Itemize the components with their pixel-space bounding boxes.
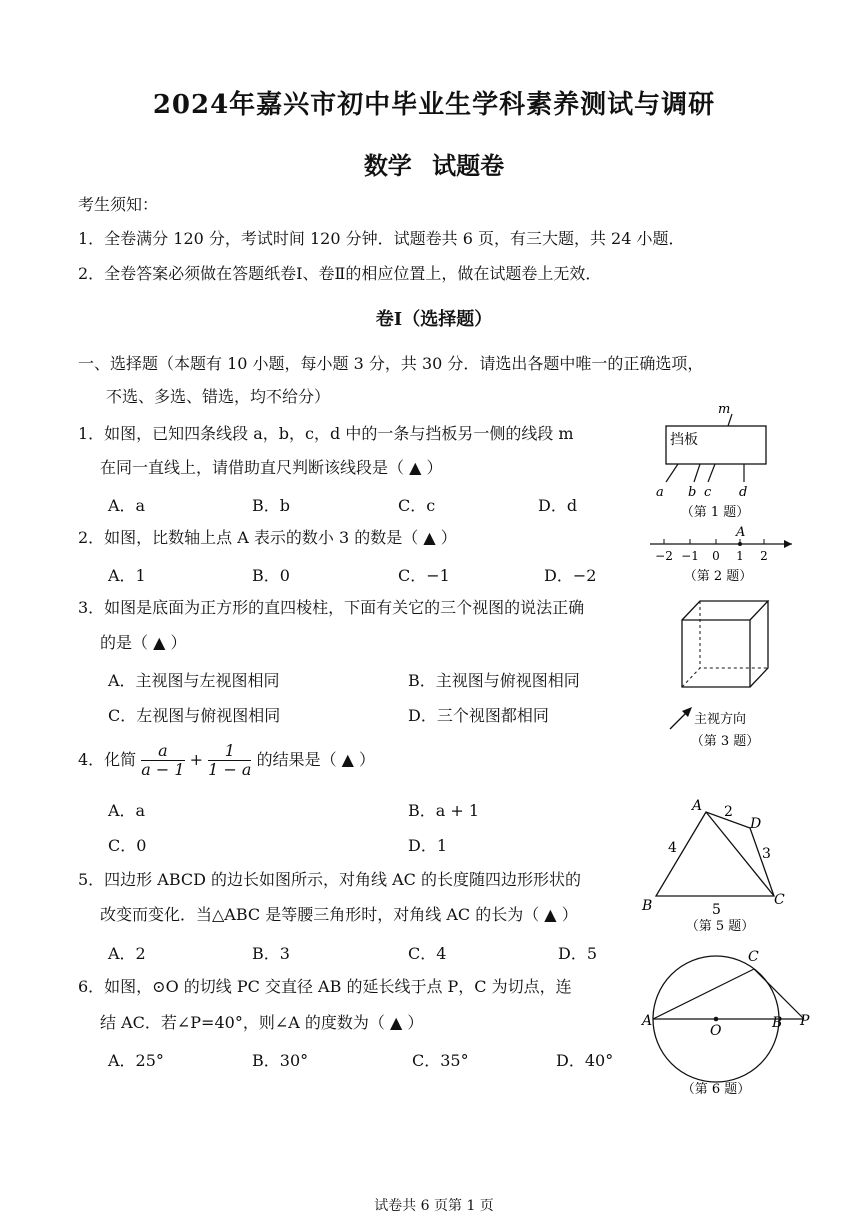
figure-6 — [640, 945, 820, 1100]
segment-b — [694, 464, 700, 482]
figure-6-caption: （第 6 题） — [681, 1082, 751, 1097]
q6-option-a: A．25° — [108, 1051, 164, 1070]
q5-option-a: A．2 — [108, 944, 146, 963]
q6-option-b: B．30° — [252, 1051, 309, 1070]
q4-line — [78, 740, 375, 780]
q4-prefix: 4．化简 — [78, 750, 137, 769]
q4-fraction-2 — [208, 742, 251, 779]
q4-fraction-1 — [141, 742, 184, 779]
q1-option-c: C．c — [398, 496, 436, 515]
tick-1: 1 — [736, 549, 744, 563]
q5-option-d: D．5 — [558, 944, 598, 963]
chord-ac — [653, 969, 754, 1019]
figure-5-caption: （第 5 题） — [685, 919, 755, 934]
length-bc: 5 — [712, 902, 721, 918]
vertex-a: A — [692, 798, 703, 814]
q6-option-d: D．40° — [556, 1051, 614, 1070]
point-b: B — [772, 1015, 783, 1031]
section-heading: 卷Ⅰ（选择题） — [375, 309, 493, 330]
segment-c — [708, 464, 715, 482]
q4-option-d: D．1 — [408, 836, 448, 855]
label-a: a — [656, 485, 664, 500]
notice-1: 1．全卷满分 120 分，考试时间 120 分钟．试题卷共 6 页，有三大题，共 24 小题． — [78, 229, 685, 248]
q1-line-1: 1．如图，已知四条线段 a，b，c，d 中的一条与挡板另一侧的线段 m — [78, 424, 574, 443]
tick-2: 2 — [760, 549, 768, 563]
point-p: P — [800, 1013, 810, 1029]
vertex-d: D — [750, 816, 762, 832]
figure-5 — [640, 792, 800, 937]
part-intro-1: 一、选择题（本题有 10 小题，每小题 3 分，共 30 分．请选出各题中唯一的正确选项， — [78, 354, 704, 373]
label-c: c — [704, 485, 712, 500]
tick-neg1: −1 — [681, 549, 699, 563]
figure-1 — [640, 400, 790, 520]
page-footer: 试卷共 6 页第 1 页 — [374, 1198, 494, 1214]
point-a-label: A — [736, 525, 746, 540]
figure-1-caption: （第 1 题） — [680, 505, 750, 520]
exam-title: 2024年嘉兴市初中毕业生学科素养测试与调研 — [152, 90, 716, 120]
axis-arrow-icon — [784, 540, 792, 548]
exam-subtitle — [0, 146, 868, 181]
label-b: b — [688, 485, 697, 500]
notice-2: 2．全卷答案必须做在答题纸卷Ⅰ、卷Ⅱ的相应位置上，做在试题卷上无效． — [78, 264, 602, 283]
q3-line-1: 3．如图是底面为正方形的直四棱柱，下面有关它的三个视图的说法正确 — [78, 598, 585, 617]
q1-line-2: 在同一直线上，请借助直尺判断该线段是（ ▲ ） — [100, 458, 443, 477]
length-ab: 4 — [668, 840, 677, 856]
point-o: O — [710, 1023, 722, 1039]
q5-option-c: C．4 — [408, 944, 447, 963]
view-direction-label: 主视方向 — [694, 712, 747, 727]
hidden-edges — [682, 668, 768, 687]
vertex-b: B — [642, 898, 653, 914]
q4-option-c: C．0 — [108, 836, 147, 855]
q5-line-1: 5．四边形 ABCD 的边长如图所示，对角线 AC 的长度随四边形形状的 — [78, 870, 582, 889]
q2-line: 2．如图，比数轴上点 A 表示的数小 3 的数是（ ▲ ） — [78, 528, 457, 547]
segment-a — [666, 464, 678, 482]
q2-option-b: B．0 — [252, 566, 290, 585]
paper-type: 试题卷 — [432, 151, 505, 180]
label-m: m — [718, 402, 731, 417]
q6-line-2: 结 AC．若∠P=40°，则∠A 的度数为（ ▲ ） — [100, 1013, 424, 1032]
figure-2 — [646, 524, 796, 586]
point-c: C — [748, 949, 759, 965]
tick-neg2: −2 — [655, 549, 673, 563]
notice-heading: 考生须知： — [78, 195, 159, 214]
point-a-dot — [738, 542, 742, 546]
figure-3-caption: （第 3 题） — [690, 734, 760, 749]
tick-0: 0 — [712, 549, 720, 563]
length-dc: 3 — [762, 846, 771, 862]
vertex-c: C — [774, 892, 785, 908]
q5-option-b: B．3 — [252, 944, 290, 963]
figure-3 — [650, 595, 780, 755]
q2-option-c: C．−1 — [398, 566, 450, 585]
q3-option-d: D．三个视图都相同 — [408, 706, 549, 725]
q4-option-a: A．a — [108, 801, 146, 820]
q4-option-b: B．a + 1 — [408, 801, 480, 820]
q4-plus: + — [189, 750, 204, 769]
q1-option-d: D．d — [538, 496, 578, 515]
q6-option-c: C．35° — [412, 1051, 469, 1070]
label-d: d — [739, 485, 748, 500]
q2-option-d: D．−2 — [544, 566, 597, 585]
q6-line-1: 6．如图，⊙O 的切线 PC 交直径 AB 的延长线于点 P，C 为切点，连 — [78, 977, 572, 996]
q3-option-b: B．主视图与俯视图相同 — [408, 671, 580, 690]
board-label: 挡板 — [670, 432, 698, 448]
q4-f1-numerator: a — [141, 742, 184, 761]
q2-option-a: A．1 — [108, 566, 146, 585]
part-intro-2: 不选、多选、错选，均不给分） — [106, 387, 331, 406]
q3-option-a: A．主视图与左视图相同 — [108, 671, 280, 690]
q4-suffix: 的结果是（ ▲ ） — [256, 750, 376, 769]
q3-option-c: C．左视图与俯视图相同 — [108, 706, 281, 725]
center-dot — [714, 1017, 719, 1022]
q4-f2-denominator: 1 − a — [208, 760, 252, 779]
q5-line-2: 改变而变化．当△ABC 是等腰三角形时，对角线 AC 的长为（ ▲ ） — [100, 905, 578, 924]
subject: 数学 — [363, 151, 412, 180]
q3-line-2: 的是（ ▲ ） — [100, 633, 187, 652]
q1-option-a: A．a — [108, 496, 146, 515]
q4-f2-numerator: 1 — [208, 742, 251, 761]
q1-option-b: B．b — [252, 496, 291, 515]
q4-f1-denominator: a − 1 — [141, 760, 185, 779]
figure-2-caption: （第 2 题） — [683, 569, 753, 584]
length-ad: 2 — [724, 804, 733, 820]
point-a: A — [642, 1013, 653, 1029]
